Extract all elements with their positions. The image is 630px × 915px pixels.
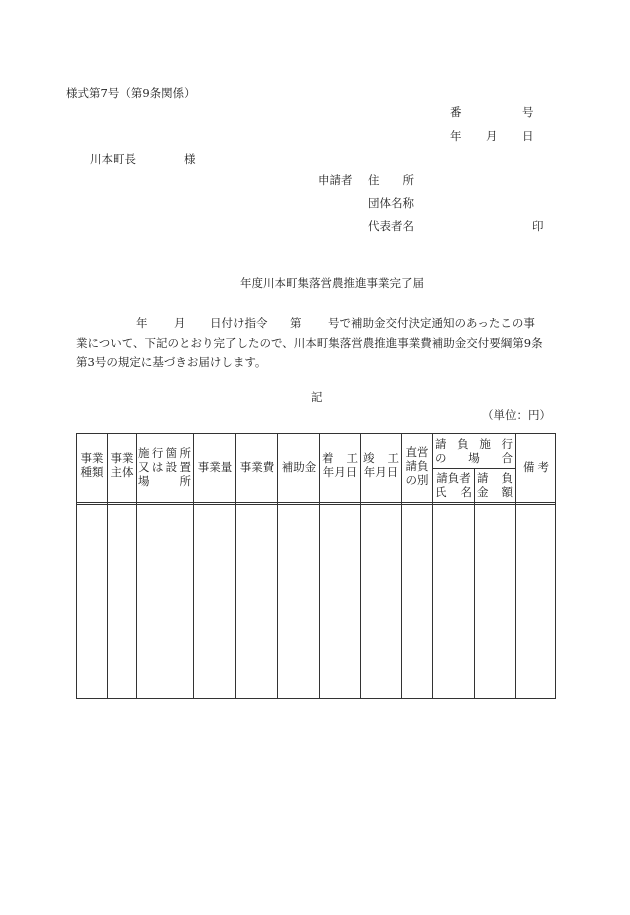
header-direct-contract: 直営 請負 の別 bbox=[405, 445, 429, 487]
number-suffix: 号 bbox=[522, 105, 534, 119]
table-divider bbox=[277, 434, 278, 698]
header-subsidy: 補助金 bbox=[281, 460, 317, 474]
address-label: 住 所 bbox=[368, 173, 414, 187]
ki-heading: 記 bbox=[311, 390, 323, 404]
seal-mark: 印 bbox=[532, 219, 544, 233]
unit-label: （単位：円） bbox=[482, 408, 551, 422]
header-cost: 事業費 bbox=[239, 460, 275, 474]
table-divider bbox=[360, 434, 361, 698]
body-line2: 業について、下記のとおり完了したので、川本町集落営農推進事業費補助金交付要綱第9条 bbox=[76, 336, 543, 350]
table-divider bbox=[107, 434, 108, 698]
header-subject: 事業 主体 bbox=[110, 451, 134, 479]
header-remarks: 備 考 bbox=[523, 460, 549, 474]
table-divider bbox=[432, 468, 515, 469]
header-contract-case: 請 負 施 行 の 場 合 bbox=[435, 437, 513, 465]
document-title: 年度川本町集落営農推進事業完了届 bbox=[240, 276, 424, 290]
table-divider bbox=[136, 434, 137, 698]
header-place: 施 行 箇 所 又 は 設 置 場 所 bbox=[138, 446, 191, 488]
table-divider bbox=[401, 434, 402, 698]
header-end-date: 竣 工 年月日 bbox=[363, 451, 399, 479]
table-divider bbox=[515, 434, 516, 698]
org-name-label: 団体名称 bbox=[368, 196, 414, 210]
report-table bbox=[76, 433, 556, 699]
form-label: 様式第7号（第9条関係） bbox=[66, 86, 196, 100]
table-divider bbox=[432, 434, 433, 698]
date-day: 日 bbox=[522, 129, 534, 143]
header-amount: 事業量 bbox=[197, 460, 233, 474]
body-dai: 第 bbox=[290, 316, 302, 330]
body-day-directive: 日付け指令 bbox=[210, 316, 268, 330]
addressee-honorific: 様 bbox=[184, 152, 196, 166]
table-divider bbox=[235, 434, 236, 698]
header-contractor-name: 請負者 氏 名 bbox=[435, 471, 472, 499]
addressee-name: 川本町長 bbox=[90, 152, 136, 166]
table-divider bbox=[193, 434, 194, 698]
table-divider bbox=[319, 434, 320, 698]
body-line3: 第3号の規定に基づきお届けします。 bbox=[76, 355, 267, 369]
body-month: 月 bbox=[174, 316, 186, 330]
body-year: 年 bbox=[136, 316, 148, 330]
header-type: 事業 種類 bbox=[80, 451, 104, 479]
body-line1-rest: 号で補助金交付決定通知のあったこの事 bbox=[328, 316, 535, 330]
applicant-label: 申請者 bbox=[318, 173, 353, 187]
date-month: 月 bbox=[486, 129, 498, 143]
header-start-date: 着 工 年月日 bbox=[322, 451, 358, 479]
number-label: 番 bbox=[450, 105, 462, 119]
header-bottom-line bbox=[77, 502, 555, 505]
representative-label: 代表者名 bbox=[368, 219, 414, 233]
header-contract-amount: 請 負 金 額 bbox=[477, 471, 513, 499]
date-year: 年 bbox=[450, 129, 462, 143]
